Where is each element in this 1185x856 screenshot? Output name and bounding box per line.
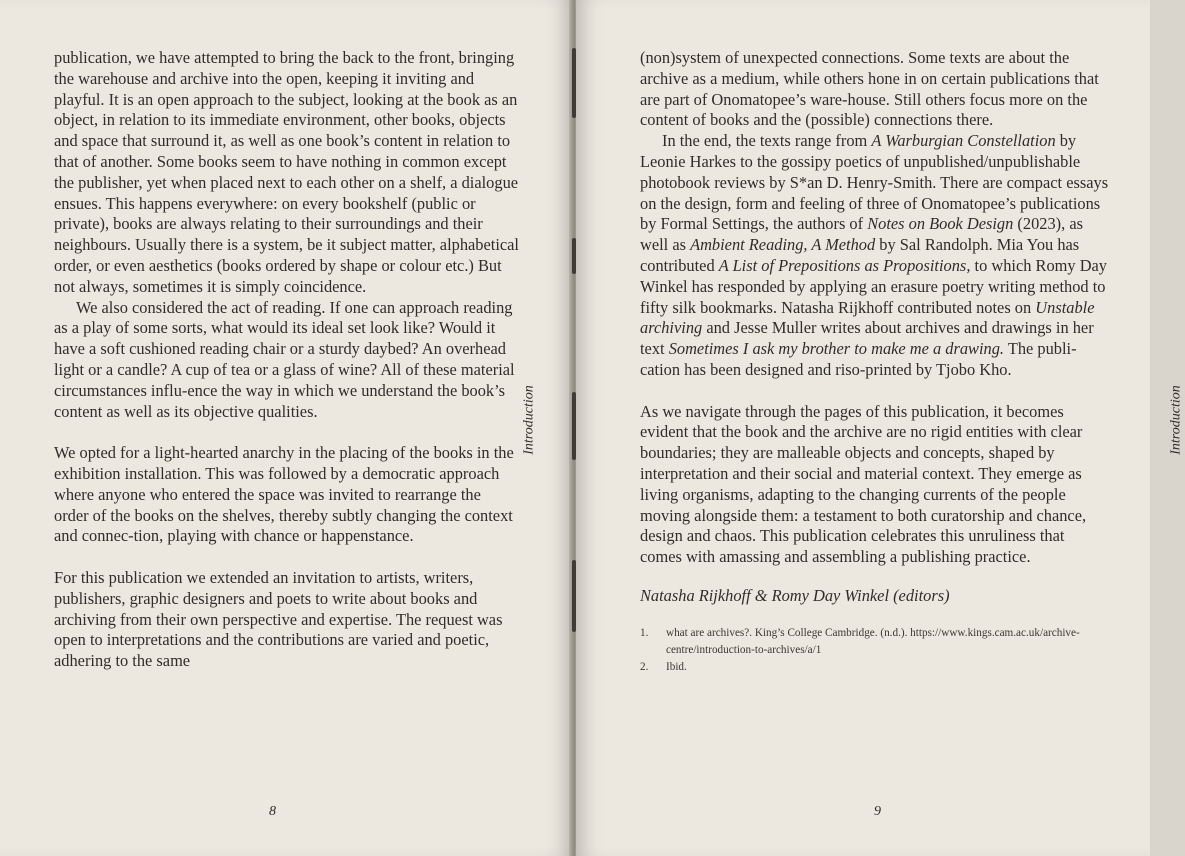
left-paragraph-4: For this publication we extended an invitation to artists, writers, publishers, graphic designers and poets to write about books and archiving from their own perspective and expertise. The request was open to interpretations and the contributions are varied and poetic, adhering to the same [54, 567, 503, 671]
right-paragraph-3: As we navigate through the pages of this publication, it becomes evident that the book and the archive are no rigid entities with clear boundaries; they are malleable objects and concepts, shaped by interpretation and their social and material context. They emerge as living organisms, adapting to the changing currents of the people moving alongside them: a testament to both curatorship and chance, design and chaos. This publication celebrates this unruliness that comes with amassing and assembling a publishing practice. [640, 401, 1087, 567]
title-list-of-prepositions: A List of Prepositions as Propositions, [718, 255, 971, 275]
text-run: by Leonie Harkes to the gossipy poetics of unpublished/unpublishable photobook reviews by S*an D. Henry-Smith. There are compact essays on the design, form and feeling of three of Onomatopee’s publications by Formal Settings, the authors of [640, 131, 1109, 234]
page-number-right: 9 [874, 804, 881, 819]
left-paragraph-2: We also considered the act of reading. If one can approach reading as a play of some sorts, what would its ideal set look like? Would it have a soft cushioned reading chair or a sturdy daybed? An overhead light or a candle? A cup of tea or a glass of wine? All of these material circumstances influ-ence the way in which we understand the book’s content as well as its objective qualities. [54, 297, 515, 421]
left-paragraph-1: publication, we have attempted to bring the back to the front, bringing the warehouse and archive into the open, keeping it inviting and playful. It is an open approach to the subject, looking at the book as an object, in relation to its immediate environment, other books, objects and space that surround it, as well as one book’s content in relation to that of another. Some books seem to have nothing in common except the publisher, yet when placed next to each other on a shelf, a dialogue ensues. This happens everywhere: on every bookshelf (public or private), books are always relating to their surroundings and their neighbours. Usually there is a system, be it subject matter, alphabetical order, or even aesthetics (books ordered by shape or colour etc.) But not always, sometimes it is simply coincidence. [54, 48, 519, 296]
title-ambient-reading: Ambient Reading, A Method [690, 235, 876, 255]
text-run: and Jesse Muller writes about archives and drawings in her text [640, 318, 1094, 359]
footnote-text: what are archives?. King’s College Cambridge. (n.d.). https://www.kings.cam.ac.uk/archive-centre/introduction-to-archives/a/1 [666, 626, 1080, 656]
title-notes-on-book-design: Notes on Book Design [867, 214, 1014, 234]
page-number-left: 8 [269, 804, 276, 819]
footnote-text: Ibid. [666, 660, 687, 673]
title-unstable-archiving: Unstable archiving [640, 297, 1095, 338]
right-paragraph-2 [640, 131, 1110, 381]
footnote [640, 625, 1110, 659]
title-a-warburgian-constellation: A Warburgian Constellation [871, 131, 1056, 151]
text-run: The publi-cation has been designed and riso-printed by Tjobo Kho. [640, 339, 1077, 379]
left-page [0, 0, 572, 856]
right-text-column [640, 48, 1110, 676]
title-sometimes-i-ask: Sometimes I ask my brother to make me a drawing. [668, 339, 1005, 359]
right-page [576, 0, 1184, 856]
footnotes [640, 625, 1110, 676]
text-run: In the end, the texts range from [662, 131, 872, 151]
footnote-number: 2. [640, 660, 649, 673]
editors-signature: Natasha Rijkhoff & Romy Day Winkel (editors) [640, 585, 950, 605]
footnote [640, 659, 1110, 676]
running-head-right: Introduction [1168, 385, 1184, 455]
running-head-left: Introduction [521, 385, 537, 455]
text-run: (2023), as well as [640, 214, 1083, 255]
text-run: to which Romy Day Winkel has responded by applying an erasure poetry writing method to fifty silk bookmarks. Natasha Rijkhoff contributed notes on [640, 255, 1107, 317]
left-paragraph-3: We opted for a light-hearted anarchy in the placing of the books in the exhibition installation. This was followed by a democratic approach where anyone who entered the space was invited to rearrange the order of the books on the shelves, thereby subtly changing the context and connec-tion, playing with chance or happenstance. [54, 443, 514, 546]
text-run: by Sal Randolph. Mia You has contributed [640, 235, 1080, 275]
left-text-column [54, 48, 519, 672]
right-paragraph-1: (non)system of unexpected connections. Some texts are about the archive as a medium, while others hone in on certain publications that are part of Onomatopee’s ware-house. Still others focus more on the content of books and the (possible) connections there. [640, 48, 1099, 130]
footnote-number: 1. [640, 626, 649, 639]
